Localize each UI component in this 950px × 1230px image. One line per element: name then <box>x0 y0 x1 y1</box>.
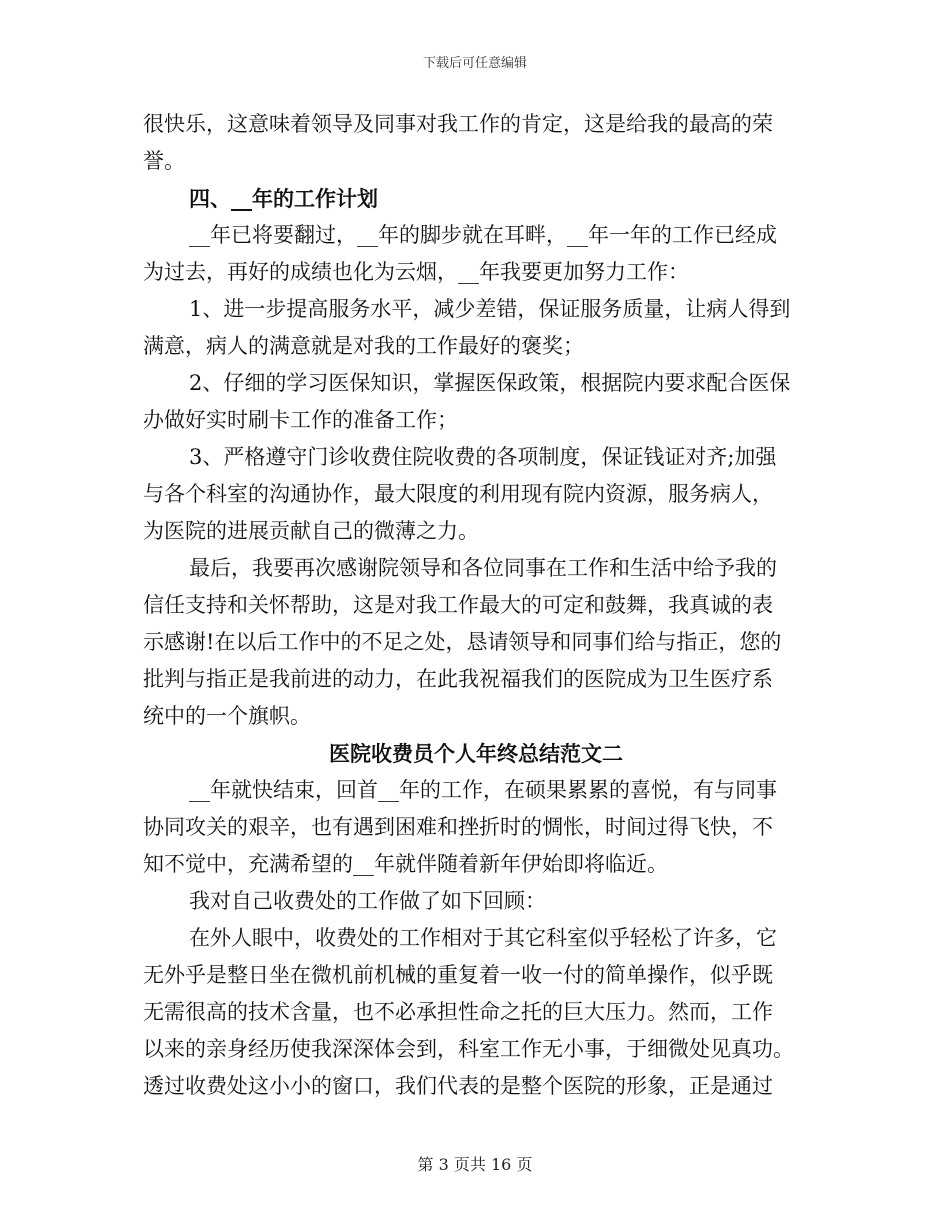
body-text-line: 1、进一步提高服务水平，减少差错，保证服务质量，让病人得到 <box>189 297 791 321</box>
body-text-line: 办做好实时刷卡工作的准备工作； <box>143 408 458 432</box>
body-text-line: 誉。 <box>143 149 185 173</box>
body-text-line: 为过去，再好的成绩也化为云烟，__年我要更加努力工作： <box>143 260 689 284</box>
body-text-line: 满意，病人的满意就是对我的工作最好的褒奖； <box>143 334 584 358</box>
body-text-line: __年已将要翻过，__年的脚步就在耳畔，__年一年的工作已经成 <box>189 223 777 247</box>
body-text-line: 2、仔细的学习医保知识，掌握医保政策，根据院内要求配合医保 <box>189 371 791 395</box>
body-text-line: 统中的一个旗帜。 <box>143 704 311 728</box>
section-heading: 四、__年的工作计划 <box>189 186 378 211</box>
body-text-line: 知不觉中，充满希望的__年就伴随着新年伊始即将临近。 <box>143 852 668 876</box>
body-text-line: 在外人眼中，收费处的工作相对于其它科室似乎轻松了许多，它 <box>189 926 777 950</box>
body-text-line: 与各个科室的沟通协作，最大限度的利用现有院内资源，服务病人， <box>143 482 773 506</box>
body-text-line: 批判与指正是我前进的动力，在此我祝福我们的医院成为卫生医疗系 <box>143 667 773 691</box>
body-text-line: __年就快结束，回首__年的工作，在硕果累累的喜悦，有与同事 <box>189 778 777 802</box>
body-text-line: 很快乐，这意味着领导及同事对我工作的肯定，这是给我的最高的荣 <box>143 112 773 136</box>
body-text-line: 为医院的进展贡献自己的微薄之力。 <box>143 519 479 543</box>
document-body <box>143 106 809 1105</box>
body-text-line: 以来的亲身经历使我深深体会到，科室工作无小事，于细微处见真功。 <box>143 1037 794 1061</box>
section-title: 医院收费员个人年终总结范文二 <box>329 741 623 766</box>
body-text-line: 无外乎是整日坐在微机前机械的重复着一收一付的简单操作，似乎既 <box>143 963 773 987</box>
page-number: 第 3 页共 16 页 <box>417 1155 533 1174</box>
body-text-line: 协同攻关的艰辛，也有遇到困难和挫折时的惆怅，时间过得飞快，不 <box>143 815 773 839</box>
body-text-line: 3、严格遵守门诊收费住院收费的各项制度，保证钱证对齐;加强 <box>189 445 777 469</box>
body-text-line: 最后，我要再次感谢院领导和各位同事在工作和生活中给予我的 <box>189 556 777 580</box>
body-text-line: 示感谢!在以后工作中的不足之处，恳请领导和同事们给与指正，您的 <box>143 630 782 654</box>
body-text-line: 透过收费处这小小的窗口，我们代表的是整个医院的形象，正是通过 <box>143 1074 773 1098</box>
body-text-line: 信任支持和关怀帮助，这是对我工作最大的可定和鼓舞，我真诚的表 <box>143 593 773 617</box>
body-text-line: 我对自己收费处的工作做了如下回顾： <box>189 889 546 913</box>
body-text-line: 无需很高的技术含量，也不必承担性命之托的巨大压力。然而，工作 <box>143 1000 773 1024</box>
page-header-note: 下载后可任意编辑 <box>422 56 527 71</box>
